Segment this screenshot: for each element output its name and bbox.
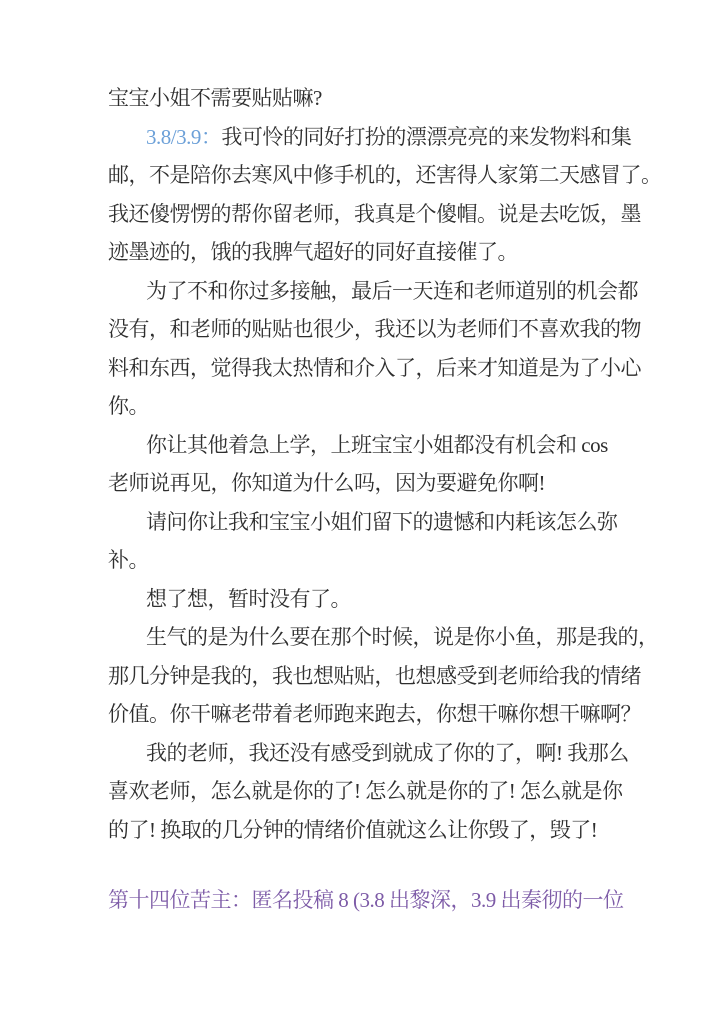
line-text: 喜欢老师，怎么就是你的了! 怎么就是你的了! 怎么就是你 xyxy=(108,779,623,803)
text-line xyxy=(108,426,724,465)
text-line xyxy=(108,734,724,773)
line-text: 那几分钟是我的，我也想贴贴，也想感受到老师给我的情绪 xyxy=(108,663,641,688)
line-text: 生气的是为什么要在那个时候，说是你小鱼，那是我的， xyxy=(146,625,659,649)
text-line xyxy=(108,118,724,157)
line-text: 想了想，暂时没有了。 xyxy=(146,586,351,611)
line-text: 料和东西，觉得我太热情和介入了，后来才知道是为了小心 xyxy=(108,355,641,380)
line-text: 为了不和你过多接触，最后一天连和老师道别的机会都 xyxy=(146,278,638,303)
line-text: 你。 xyxy=(108,394,149,418)
line-text: 第十四位苦主：匿名投稿 8 (3.8 出黎深，3.9 出秦彻的一位 xyxy=(108,888,624,912)
text-line xyxy=(108,541,724,580)
line-text: 我可怜的同好打扮的漂漂亮亮的来发物料和集 xyxy=(221,124,632,149)
text-line xyxy=(108,233,724,272)
line-text: 补。 xyxy=(108,548,149,572)
text-line xyxy=(108,881,724,920)
text-line xyxy=(108,195,724,234)
text-line xyxy=(108,772,724,811)
line-text: 邮，不是陪你去寒风中修手机的，还害得人家第二天感冒了。 xyxy=(108,163,662,187)
text-line xyxy=(108,695,724,734)
line-text: 的了! 换取的几分钟的情绪价值就这么让你毁了，毁了! xyxy=(108,817,598,842)
date-label: 3.8/3.9： xyxy=(146,124,222,149)
text-line xyxy=(108,272,724,311)
line-text: 你让其他着急上学，上班宝宝小姐都没有机会和 cos xyxy=(146,432,608,457)
line-text: 迹墨迹的，饿的我脾气超好的同好直接催了。 xyxy=(108,240,518,264)
text-line xyxy=(108,618,724,657)
text-line xyxy=(108,580,724,619)
line-text: 我还傻愣愣的帮你留老师，我真是个傻帽。说是去吃饭，墨 xyxy=(108,201,641,226)
text-line xyxy=(108,349,724,388)
text-line xyxy=(108,387,724,426)
text-line xyxy=(108,657,724,696)
line-text: 宝宝小姐不需要贴贴嘛? xyxy=(108,86,322,110)
text-line xyxy=(108,156,724,195)
line-text: 我的老师，我还没有感受到就成了你的了，啊! 我那么 xyxy=(146,740,629,765)
text-line xyxy=(108,503,724,542)
text-line xyxy=(108,79,724,118)
line-text: 没有，和老师的贴贴也很少，我还以为老师们不喜欢我的物 xyxy=(108,317,641,341)
line-text: 价值。你干嘛老带着老师跑来跑去，你想干嘛你想干嘛啊？ xyxy=(108,702,641,726)
text-line xyxy=(108,310,724,349)
text-line xyxy=(108,464,724,503)
text-line xyxy=(108,811,724,850)
line-text: 请问你让我和宝宝小姐们留下的遗憾和内耗该怎么弥 xyxy=(146,509,618,534)
line-text: 老师说再见，你知道为什么吗，因为要避免你啊! xyxy=(108,471,545,495)
